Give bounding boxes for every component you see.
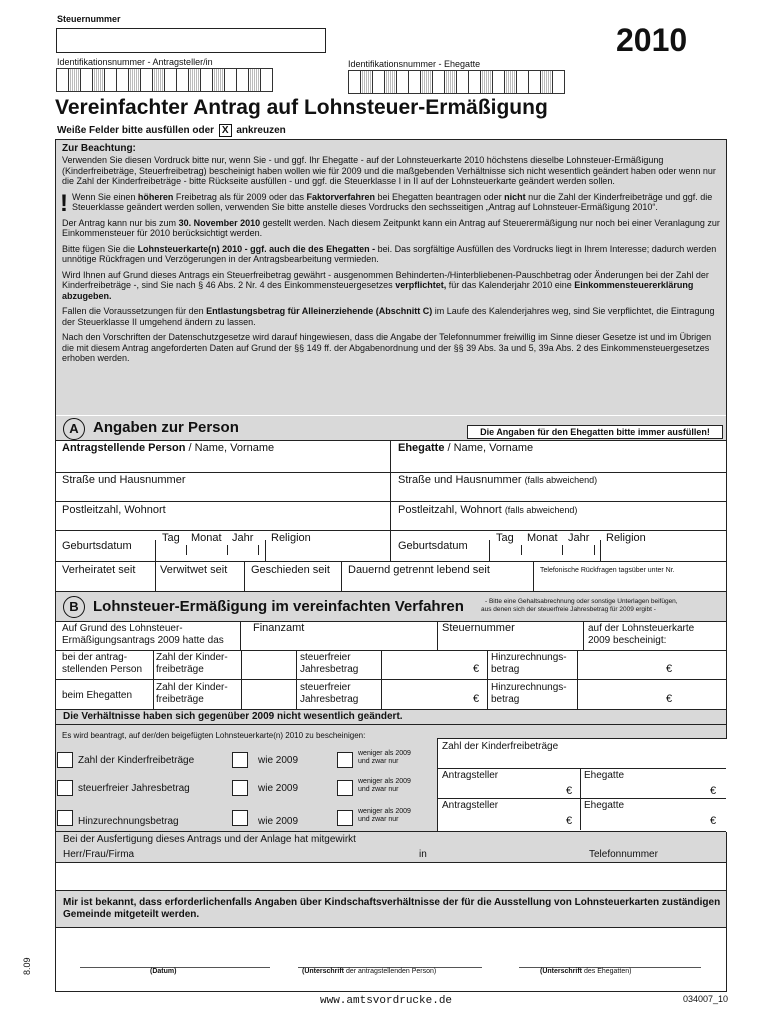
- applicant-row-label: [62, 652, 142, 676]
- section-a-circle: A: [63, 418, 85, 440]
- text-bold: Faktorverfahren: [306, 191, 376, 202]
- opt-hinzu-label: Hinzurechnungsbetrag: [78, 816, 179, 827]
- text: Wenn Sie einen: [72, 191, 138, 202]
- spouse-kinder-input[interactable]: [242, 680, 295, 708]
- checkbox-steuerfrei-weniger[interactable]: [337, 780, 353, 796]
- finanzamt-label: Finanzamt: [253, 622, 305, 634]
- notice-box: [56, 140, 726, 415]
- wie-2009-label-3: wie 2009: [258, 816, 299, 827]
- spouse-name-input[interactable]: [391, 455, 725, 472]
- applicant-birthdate-input[interactable]: [155, 545, 389, 561]
- euro-3: €: [473, 693, 480, 705]
- spouse-name-label: [398, 442, 533, 454]
- widowed-since-input[interactable]: [156, 577, 243, 590]
- steuerfrei-applicant-input[interactable]: [438, 782, 579, 797]
- text: Postleitzahl, Wohnort: [398, 504, 502, 516]
- steuerfrei-label-spouse: [300, 682, 358, 706]
- spouse-month-label: Monat: [527, 532, 558, 544]
- applicant-name-label: [62, 442, 274, 454]
- text: steuerfreier: [300, 652, 351, 663]
- steuernummer-input[interactable]: [56, 28, 326, 53]
- text-bold: Ehegatte: [398, 442, 445, 454]
- text-small: (falls abweichend): [504, 505, 578, 515]
- applicant-steuerfrei-input[interactable]: [382, 651, 486, 678]
- text: Jahresbetrag: [300, 694, 359, 705]
- applicant-kinder-input[interactable]: [242, 651, 295, 678]
- text-bold: Lohnsteuerkarte(n) 2010 - ggf. auch die des Ehegatten -: [137, 243, 376, 254]
- applicant-street-label: Straße und Hausnummer: [62, 474, 186, 486]
- separated-since-label: Dauernd getrennt lebend seit: [348, 564, 490, 576]
- text: betrag: [491, 694, 520, 705]
- separated-since-input[interactable]: [342, 577, 532, 590]
- form-code: 034007_10: [683, 994, 729, 1004]
- text: freibeträge: [156, 694, 204, 705]
- notice-paragraph-7: Nach den Vorschriften der Datenschutzgesetze wird darauf hingewiesen, dass die Angabe der Telefonnummer freiwillig im Sinne dieser Gesetze ist und im Übrigen die mit diesem Antrag angeforderten Daten auf Grund der §§ 149 ff. der Abgabenordnung und der §§ 39 Abs. 3a und 5, 39a Abs. 2 des Einkommensteuergesetzes erhoben werden.: [62, 332, 712, 363]
- hinzu-label-spouse: [491, 682, 567, 706]
- married-since-input[interactable]: [57, 577, 154, 590]
- married-since-label: Verheiratet seit: [62, 564, 136, 576]
- notice-heading: Zur Beachtung:: [62, 143, 136, 154]
- divorced-since-label: Geschieden seit: [251, 564, 330, 576]
- euro-6: €: [710, 785, 717, 797]
- basis-label-1: Auf Grund des Lohnsteuer-: [62, 623, 183, 634]
- notice-paragraph-6: [62, 306, 720, 327]
- text: freibeträge: [156, 664, 204, 675]
- col-ehegatte-label-2: Ehegatte: [584, 800, 625, 811]
- weniger-label-1: [358, 750, 411, 766]
- euro-1: €: [473, 663, 480, 675]
- text: Fallen die Voraussetzungen für den: [62, 306, 207, 316]
- applicant-year-label: Jahr: [232, 532, 254, 544]
- hinzu-applicant-input[interactable]: [438, 812, 579, 829]
- id-ehegatte-label: Identifikationsnummer - Ehegatte: [348, 59, 481, 69]
- section-a-note: Die Angaben für den Ehegatten bitte immer ausfüllen!: [467, 425, 723, 439]
- request-intro: Es wird beantragt, auf der/den beigefügten Lohnsteuerkarte(n) 2010 zu bescheinigen:: [62, 731, 366, 740]
- text-small: (falls abweichend): [524, 475, 598, 485]
- text: Jahresbetrag: [300, 664, 359, 675]
- text: weniger als 2009: [358, 778, 411, 785]
- applicant-postal-input[interactable]: [57, 517, 389, 530]
- spouse-signature-label: [540, 968, 631, 976]
- b-steuernummer-input[interactable]: [438, 636, 582, 649]
- text: betrag: [491, 664, 520, 675]
- finanzamt-input[interactable]: [241, 636, 436, 649]
- text-bold: 30. November 2010: [178, 217, 261, 228]
- text: Straße und Hausnummer: [398, 474, 522, 486]
- applicant-signature[interactable]: [298, 930, 482, 966]
- in-label: in: [419, 849, 427, 860]
- date-label: (Datum): [150, 968, 177, 975]
- weniger-label-2: [358, 778, 411, 794]
- spouse-day-label: Tag: [496, 532, 514, 544]
- notice-paragraph-1: Verwenden Sie diesen Vordruck bitte nur, wenn Sie - und ggf. Ihr Ehegatte - auf der Lohnsteuerkarte 2010 höchstens dieselbe Lohnsteuer-Ermäßigung (Kinderfreibeträge, Steuerfreibetrag) bescheinigt haben wollen wie für 2009 und die maßgebenden Verhältnisse sich nicht wesentlich geändert haben oder wenn nur die Zahl der Kinderfreibeträge - bitte Rückseite ausfüllen - und ggf. die Steuerklasse I in II auf der Lohnsteuerkarte geändert werden sollen.: [62, 155, 716, 186]
- applicant-row-label-1: bei der antrag-: [62, 652, 128, 663]
- fill-instruction-text: Weiße Felder bitte ausfüllen oder: [57, 125, 215, 136]
- section-a-title: Angaben zur Person: [93, 419, 239, 436]
- applicant-hinzu-input[interactable]: [578, 651, 725, 678]
- text-bold: Entlastungsbetrag für Alleinerziehende (Abschnitt C): [206, 306, 433, 316]
- section-b-note-1: - Bitte eine Gehaltsabrechnung oder sonstige Unterlagen beifügen,: [485, 598, 678, 605]
- text: der antragstellenden Person): [344, 968, 437, 975]
- checkbox-hinzu-wie-2009[interactable]: [232, 810, 248, 826]
- hinzu-spouse-input[interactable]: [581, 812, 725, 829]
- fill-instruction-text-2: ankreuzen: [236, 125, 286, 136]
- col-kinder-label: Zahl der Kinderfreibeträge: [442, 741, 559, 752]
- card-label-1: auf der Lohnsteuerkarte: [588, 623, 695, 634]
- spouse-street-input[interactable]: [391, 487, 725, 501]
- text: Wird Ihnen auf Grund dieses Antrags ein Steuerfreibetrag gewährt - ausgenommen Behinderten-/Hinterbliebenen-Pauschbetrag oder Änderungen bei der Zahl der Kinderfreibeträge -, sind Sie nach § 46 Abs. 2 Nr. 4 des Einkommensteuergesetzes: [62, 269, 709, 290]
- text: / Name, Vorname: [185, 442, 275, 454]
- checkbox-hinzu[interactable]: [57, 810, 73, 826]
- notice-paragraph-3: [62, 218, 720, 239]
- section-a-letter: [63, 418, 85, 440]
- spouse-birthdate-input[interactable]: [489, 545, 725, 561]
- notice-paragraph-5: [62, 270, 720, 302]
- website-link[interactable]: www.amtsvordrucke.de: [320, 995, 453, 1007]
- euro-2: €: [666, 663, 673, 675]
- form-title: Vereinfachter Antrag auf Lohnsteuer-Ermäßigung: [55, 96, 548, 119]
- wie-2009-label-2: wie 2009: [258, 783, 299, 794]
- text-bold: Einkommensteuererklärung abzugeben.: [62, 280, 694, 301]
- checkbox-kinder-wie-2009[interactable]: [232, 752, 248, 768]
- kinder-label-applicant: [156, 652, 228, 676]
- text: im Laufe des Kalenderjahres weg, sind Sie verpflichtet, die Eintragung der Steuerklasse II umgehend ändern zu lassen.: [62, 306, 715, 327]
- id-antragsteller-input[interactable]: [56, 68, 272, 92]
- steuernummer-label: Steuernummer: [57, 14, 121, 24]
- applicant-street-input[interactable]: [57, 487, 389, 501]
- text: Hinzurechnungs-: [491, 682, 567, 693]
- herr-frau-firma-label: Herr/Frau/Firma: [63, 849, 135, 860]
- basis-label-2: Ermäßigungsantrags 2009 hatte das: [62, 635, 224, 646]
- spouse-steuerfrei-input[interactable]: [382, 680, 486, 708]
- checkbox-steuerfrei[interactable]: [57, 780, 73, 796]
- text: weniger als 2009: [358, 808, 411, 815]
- notice-paragraph-4: [62, 244, 720, 265]
- text: nur die Zahl der Kinderfreibeträge und ggf. die Steuerklasse geändert werden sollen, verwenden Sie bitte anstelle dieses Vordrucks den sechsseitigen „Antrag auf Lohnsteuer-Ermäßigung 2010“.: [72, 191, 713, 212]
- telefon-label: Telefonnummer: [589, 849, 658, 860]
- text: des Ehegatten): [582, 968, 632, 975]
- card-label: [588, 623, 694, 647]
- id-antragsteller-label: Identifikationsnummer - Antragsteller/in: [57, 57, 213, 67]
- euro-4: €: [666, 693, 673, 705]
- basis-label: [62, 623, 224, 647]
- spouse-birth-label: Geburtsdatum: [398, 540, 468, 552]
- euro-5: €: [566, 785, 573, 797]
- text-bold: Antragstellende Person: [62, 442, 186, 454]
- text: weniger als 2009: [358, 750, 411, 757]
- text: für das Kalenderjahr 2010 eine: [446, 280, 575, 290]
- text-bold: verpflichtet,: [395, 280, 447, 290]
- applicant-row-label-2: stellenden Person: [62, 664, 143, 675]
- spouse-hinzu-input[interactable]: [578, 680, 725, 708]
- phone-label: Telefonische Rückfragen tagsüber unter Nr.: [540, 567, 675, 574]
- spouse-year-label: Jahr: [568, 532, 590, 544]
- text: gestellt werden. Nach diesem Zeitpunkt kann ein Antrag auf Steuerermäßigung nur noch bei einer Veranlagung zur Einkommensteuer für 2010 berücksichtigt werden.: [62, 217, 720, 238]
- notice-paragraph-2: [60, 189, 720, 217]
- applicant-month-label: Monat: [191, 532, 222, 544]
- spouse-signature[interactable]: [519, 930, 701, 966]
- widowed-since-label: Verwitwet seit: [160, 564, 228, 576]
- col-ehegatte-label-1: Ehegatte: [584, 770, 625, 781]
- applicant-name-input[interactable]: [57, 455, 389, 472]
- text: bei Ehegatten beantragen oder: [375, 191, 505, 202]
- applicant-signature-label: [302, 968, 436, 976]
- text: bei. Das sorgfältige Ausfüllen des Vordrucks liegt in Ihrem Interesse; dadurch werden unnötige Rückfragen und Verzögerungen in der Antragsbearbeitung vermieden.: [62, 243, 717, 264]
- spouse-postal-input[interactable]: [391, 517, 725, 530]
- applicant-religion-label: Religion: [271, 532, 311, 544]
- text: / Name, Vorname: [444, 442, 534, 454]
- side-code: 8.09: [22, 957, 32, 975]
- spouse-religion-label: Religion: [606, 532, 646, 544]
- text: Bitte fügen Sie die: [62, 243, 138, 254]
- section-b-note: [481, 598, 678, 613]
- date-input[interactable]: [80, 930, 270, 966]
- col-antragsteller-label-1: Antragsteller: [442, 770, 499, 781]
- text: Zahl der Kinder-: [156, 652, 228, 663]
- spouse-street-label: [398, 474, 597, 486]
- cooperation-input[interactable]: [57, 863, 725, 889]
- euro-7: €: [566, 815, 573, 827]
- spouse-postal-label: [398, 504, 577, 516]
- text: und zwar nur: [358, 786, 399, 793]
- weniger-label-3: [358, 808, 411, 824]
- section-b-letter: [63, 596, 85, 618]
- section-b-circle: B: [63, 596, 85, 618]
- text-bold: nicht: [504, 191, 526, 202]
- euro-8: €: [710, 815, 717, 827]
- wie-2009-label-1: wie 2009: [258, 755, 299, 766]
- warning-icon: !: [60, 189, 68, 217]
- col-antragsteller-label-2: Antragsteller: [442, 800, 499, 811]
- section-b-note-2: aus denen sich der steuerfreie Jahresbetrag für 2009 ergibt -: [481, 605, 656, 613]
- checkbox-steuerfrei-wie-2009[interactable]: [232, 780, 248, 796]
- text: Hinzurechnungs-: [491, 652, 567, 663]
- text: steuerfreier: [300, 682, 351, 693]
- cooperation-label: Bei der Ausfertigung dieses Antrags und der Anlage hat mitgewirkt: [63, 834, 356, 845]
- unchanged-statement: Die Verhältnisse haben sich gegenüber 2009 nicht wesentlich geändert.: [63, 711, 403, 722]
- section-b-title: Lohnsteuer-Ermäßigung im vereinfachten Verfahren: [93, 598, 464, 615]
- card-label-2: 2009 bescheinigt:: [588, 635, 667, 646]
- applicant-birth-label: Geburtsdatum: [62, 540, 132, 552]
- spouse-row-label: beim Ehegatten: [62, 690, 133, 701]
- id-ehegatte-input[interactable]: [348, 70, 564, 94]
- applicant-day-label: Tag: [162, 532, 180, 544]
- steuerfrei-label-applicant: [300, 652, 358, 676]
- text-bold: (Unterschrift: [540, 968, 583, 975]
- form-year: 2010: [616, 22, 688, 58]
- declaration-text: Mir ist bekannt, dass erforderlichenfalls Angaben über Kindschaftsverhältnisse der für die Ausstellung von Lohnsteuerkarten zuständigen Gemeinde mitgeteilt werden.: [63, 897, 721, 920]
- applicant-postal-label: Postleitzahl, Wohnort: [62, 504, 166, 516]
- text-bold: höheren: [137, 191, 174, 202]
- checkbox-kinder-weniger[interactable]: [337, 752, 353, 768]
- kinder-value-input[interactable]: [438, 753, 725, 767]
- divorced-since-input[interactable]: [245, 577, 340, 590]
- hinzu-label-applicant: [491, 652, 567, 676]
- text: und zwar nur: [358, 816, 399, 823]
- opt-kinder-label: Zahl der Kinderfreibeträge: [78, 755, 195, 766]
- text: und zwar nur: [358, 758, 399, 765]
- phone-input[interactable]: [534, 577, 725, 590]
- text: Der Antrag kann nur bis zum: [62, 217, 179, 228]
- text: Freibetrag als für 2009 oder das: [173, 191, 307, 202]
- steuerfrei-spouse-input[interactable]: [581, 782, 725, 797]
- checkbox-hinzu-weniger[interactable]: [337, 810, 353, 826]
- text-bold: (Unterschrift: [302, 968, 345, 975]
- checkbox-kinder[interactable]: [57, 752, 73, 768]
- opt-steuerfrei-label: steuerfreier Jahresbetrag: [78, 783, 190, 794]
- text: Zahl der Kinder-: [156, 682, 228, 693]
- fill-instruction: [57, 124, 286, 137]
- kinder-label-spouse: [156, 682, 228, 706]
- b-steuernummer-label: Steuernummer: [442, 622, 515, 634]
- checkmark-example: X: [219, 124, 232, 137]
